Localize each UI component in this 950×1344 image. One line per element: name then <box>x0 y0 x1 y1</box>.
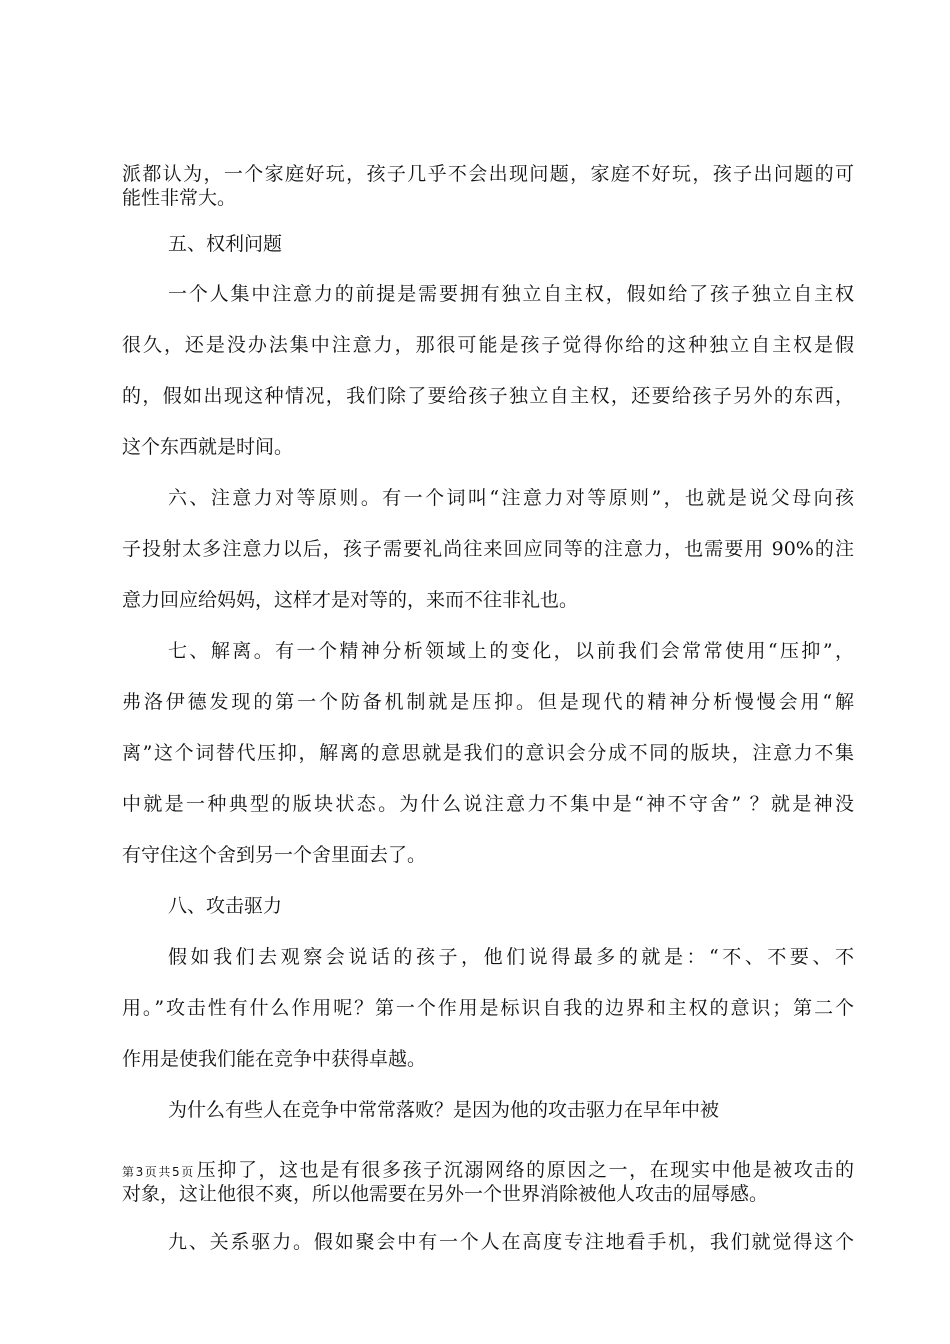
body-text-line: 九、关系驱力。假如聚会中有一个人在高度专注地看手机，我们就觉得这个 <box>168 1231 854 1253</box>
section-heading: 五、权利问题 <box>168 233 283 255</box>
page-footer: 第3页共5页 <box>122 1165 195 1179</box>
body-text-line-with-footer <box>122 1158 854 1184</box>
body-text-line: 子投射太多注意力以后，孩子需要礼尚往来回应同等的注意力，也需要用 90%的注 <box>122 538 854 560</box>
body-text-line: 对象，这让他很不爽，所以他需要在另外一个世界消除被他人攻击的屈辱感。 <box>122 1183 769 1205</box>
body-text-line: 六、注意力对等原则。有一个词叫“注意力对等原则”，也就是说父母向孩 <box>168 487 854 509</box>
body-text-line: 一个人集中注意力的前提是需要拥有独立自主权，假如给了孩子独立自主权 <box>168 283 854 305</box>
body-text-line: 有守住这个舍到另一个舍里面去了。 <box>122 844 427 866</box>
section-heading: 八、攻击驱力 <box>168 895 283 917</box>
body-text-line: 很久，还是没办法集中注意力，那很可能是孩子觉得你给的这种独立自主权是假 <box>122 334 854 356</box>
body-text-line: 离”这个词替代压抑，解离的意思就是我们的意识会分成不同的版块，注意力不集 <box>122 742 854 764</box>
body-text-line: 七、解离。有一个精神分析领域上的变化，以前我们会常常使用“压抑”， <box>168 640 854 662</box>
body-text-line: 中就是一种典型的版块状态。为什么说注意力不集中是“神不守舍” ？就是神没 <box>122 793 854 815</box>
body-text-line: 为什么有些人在竞争中常常落败？是因为他的攻击驱力在早年中被 <box>168 1099 720 1121</box>
body-text-line: 的，假如出现这种情况，我们除了要给孩子独立自主权，还要给孩子另外的东西， <box>122 385 854 407</box>
body-text-line: 意力回应给妈妈，这样才是对等的，来而不往非礼也。 <box>122 589 579 611</box>
body-text-line: 作用是使我们能在竞争中获得卓越。 <box>122 1048 427 1070</box>
body-text-line: 弗洛伊德发现的第一个防备机制就是压抑。但是现代的精神分析慢慢会用“解 <box>122 691 854 713</box>
body-text-line: 这个东西就是时间。 <box>122 436 294 458</box>
body-text-line: 用。”攻击性有什么作用呢？第一个作用是标识自我的边界和主权的意识；第二个 <box>122 997 854 1019</box>
body-text-line: 能性非常大。 <box>122 187 237 209</box>
body-text-line: 派都认为，一个家庭好玩，孩子几乎不会出现问题，家庭不好玩，孩子出问题的可 <box>122 163 854 185</box>
body-text-fragment: 压抑了，这也是有很多孩子沉溺网络的原因之一，在现实中他是被攻击的 <box>196 1159 854 1181</box>
body-text-line: 假如我们去观察会说话的孩子，他们说得最多的就是：“不、不要、不 <box>168 946 854 968</box>
